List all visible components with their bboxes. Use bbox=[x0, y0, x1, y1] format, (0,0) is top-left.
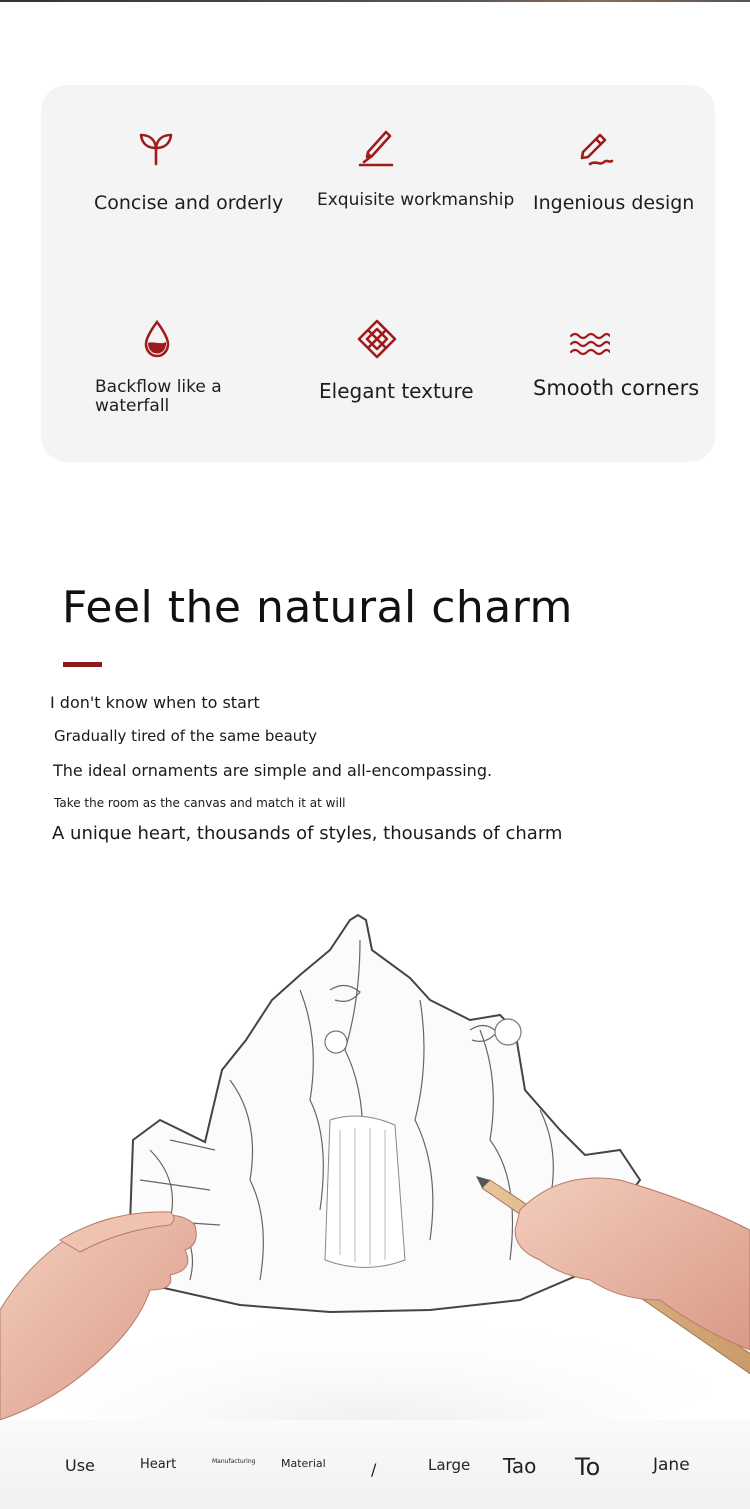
verse-line: The ideal ornaments are simple and all-encompassing. bbox=[53, 761, 493, 780]
feature-label: Ingenious design bbox=[533, 192, 695, 214]
title-accent-bar bbox=[63, 662, 102, 667]
sprout-icon bbox=[136, 130, 176, 170]
bottom-word: Tao bbox=[503, 1454, 537, 1478]
waves-icon bbox=[570, 324, 610, 364]
bottom-word: Jane bbox=[653, 1455, 690, 1475]
bottom-word: Material bbox=[281, 1457, 326, 1470]
knot-pattern-icon bbox=[357, 319, 397, 359]
top-divider bbox=[0, 0, 750, 2]
bottom-word: Heart bbox=[140, 1457, 177, 1472]
carving-knife-icon bbox=[356, 128, 396, 168]
bottom-word: Manufacturing bbox=[212, 1458, 256, 1465]
feature-label: Exquisite workmanship bbox=[317, 190, 515, 210]
pen-icon bbox=[574, 130, 614, 170]
bottom-word: / bbox=[371, 1460, 377, 1479]
feature-card bbox=[41, 85, 715, 462]
bottom-word: Large bbox=[428, 1456, 471, 1474]
feature-label: Concise and orderly bbox=[94, 192, 284, 214]
verse-line: Gradually tired of the same beauty bbox=[54, 727, 318, 745]
verse-line: I don't know when to start bbox=[50, 693, 260, 712]
feature-label: Backflow like a waterfall bbox=[95, 377, 222, 416]
bottom-word: Use bbox=[65, 1456, 95, 1475]
verse-line: A unique heart, thousands of styles, thousands of charm bbox=[52, 823, 563, 844]
section-title: Feel the natural charm bbox=[62, 582, 573, 633]
bottom-word: To bbox=[575, 1453, 601, 1481]
feature-label: Smooth corners bbox=[533, 376, 700, 400]
mountain-sketch-illustration bbox=[0, 880, 750, 1440]
verse-line: Take the room as the canvas and match it at will bbox=[54, 796, 346, 810]
droplet-icon bbox=[137, 319, 177, 359]
feature-label: Elegant texture bbox=[319, 379, 474, 403]
